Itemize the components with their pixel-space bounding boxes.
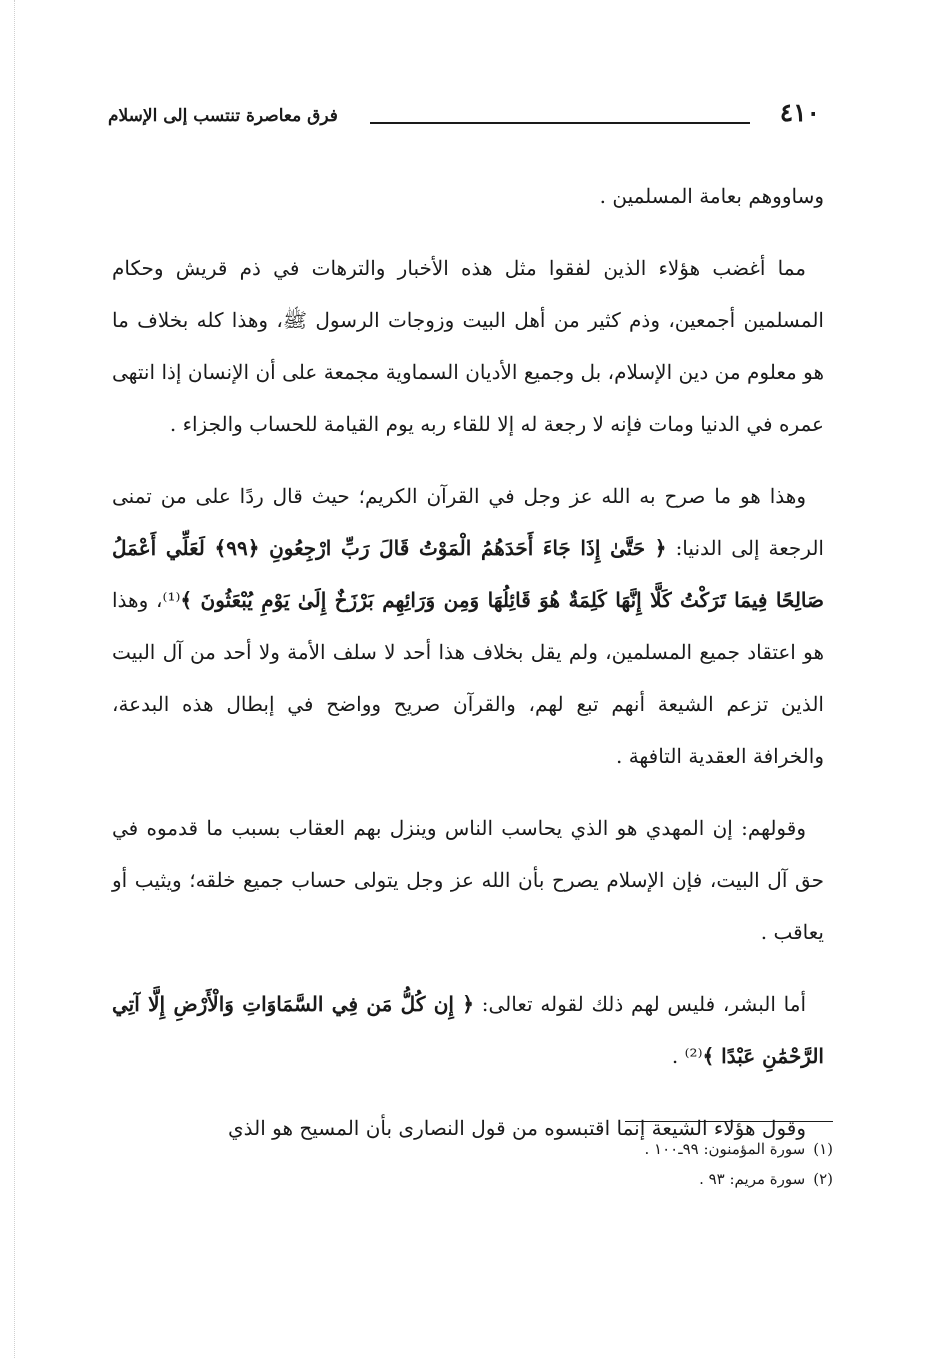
paragraph-text: أما البشر، فليس لهم ذلك لقوله تعالى: <box>474 992 806 1016</box>
footnote-number: (٢) <box>813 1170 833 1188</box>
footnote-number: (١) <box>813 1140 833 1158</box>
paragraph <box>112 242 824 450</box>
paragraph <box>112 470 824 782</box>
footnote-text: سورة المؤمنون: ٩٩ـ١٠٠ . <box>644 1140 806 1158</box>
paragraph <box>112 170 824 222</box>
page-number: ٤١٠ <box>779 98 820 127</box>
paragraph <box>112 978 824 1082</box>
footnotes <box>233 1134 833 1194</box>
footnote-1 <box>233 1134 833 1164</box>
binding-edge <box>14 0 15 1358</box>
paragraph-text: وقولهم: إن المهدي هو الذي يحاسب الناس وينزل بهم العقاب بسبب ما قدموه في حق آل البيت، فإن الإسلام يصرح بأن الله عز وجل يتولى حساب جميع خلقه؛ ويثيب أو يعاقب . <box>112 816 824 944</box>
paragraph-text: ، وهذا هو اعتقاد جميع المسلمين، ولم يقل بخلاف هذا أحد لا سلف الأمة ولا أحد من آل البيت الذين تزعم الشيعة أنهم تبع لهم، والقرآن صريح وواضح في إبطال هذه البدعة، والخرافة العقدية التافهة . <box>112 588 824 768</box>
header-rule <box>370 122 750 124</box>
paragraph-text: ⁽¹⁾ <box>162 588 181 612</box>
quran-verse: ﴿ إِن كُلُّ مَن فِي السَّمَاوَاتِ وَالْأَرْضِ إِلَّا آتِي الرَّحْمَٰنِ عَبْدًا ﴾ <box>112 992 824 1068</box>
footnote-2 <box>233 1164 833 1194</box>
paragraph-text: ⁽²⁾ <box>684 1044 703 1068</box>
quran-verse: ﴿ حَتَّىٰ إِذَا جَاءَ أَحَدَهُمُ الْمَوْتُ قَالَ رَبِّ ارْجِعُونِ ﴿٩٩﴾ لَعَلِّي أَعْمَلُ صَالِحًا فِيمَا تَرَكْتُ كَلَّا إِنَّهَا كَلِمَةٌ هُوَ قَائِلُهَا وَمِن وَرَائِهِم بَرْزَخٌ إِلَىٰ يَوْمِ يُبْعَثُونَ ﴾ <box>112 536 824 612</box>
paragraph-text: وقول هؤلاء الشيعة إنما اقتبسوه من قول النصارى بأن المسيح هو الذي <box>227 1116 806 1140</box>
paragraph <box>112 802 824 958</box>
paragraph-text: مما أغضب هؤلاء الذين لفقوا مثل هذه الأخبار والترهات في ذم قريش وحكام المسلمين أجمعين، وذم كثير من أهل البيت وزوجات الرسول ﷺ، وهذا كله بخلاف ما هو معلوم من دين الإسلام، بل وجميع الأديان السماوية مجمعة على أن الإنسان إذا انتهى عمره في الدنيا ومات فإنه لا رجعة له إلا للقاء ربه يوم القيامة للحساب والجزاء . <box>112 256 824 436</box>
body-text <box>112 170 824 1174</box>
footnote-rule <box>625 1121 833 1122</box>
paragraph-text: . <box>671 1044 685 1068</box>
page-header <box>108 96 820 142</box>
footnote-text: سورة مريم: ٩٣ . <box>699 1170 806 1188</box>
paragraph-text: وساووهم بعامة المسلمين . <box>599 184 824 208</box>
running-title: فرق معاصرة تنتسب إلى الإسلام <box>108 106 338 126</box>
paragraph-text: وهذا هو ما صرح به الله عز وجل في القرآن الكريم؛ حيث قال ردًا على من تمنى الرجعة إلى الدنيا: <box>112 484 824 560</box>
